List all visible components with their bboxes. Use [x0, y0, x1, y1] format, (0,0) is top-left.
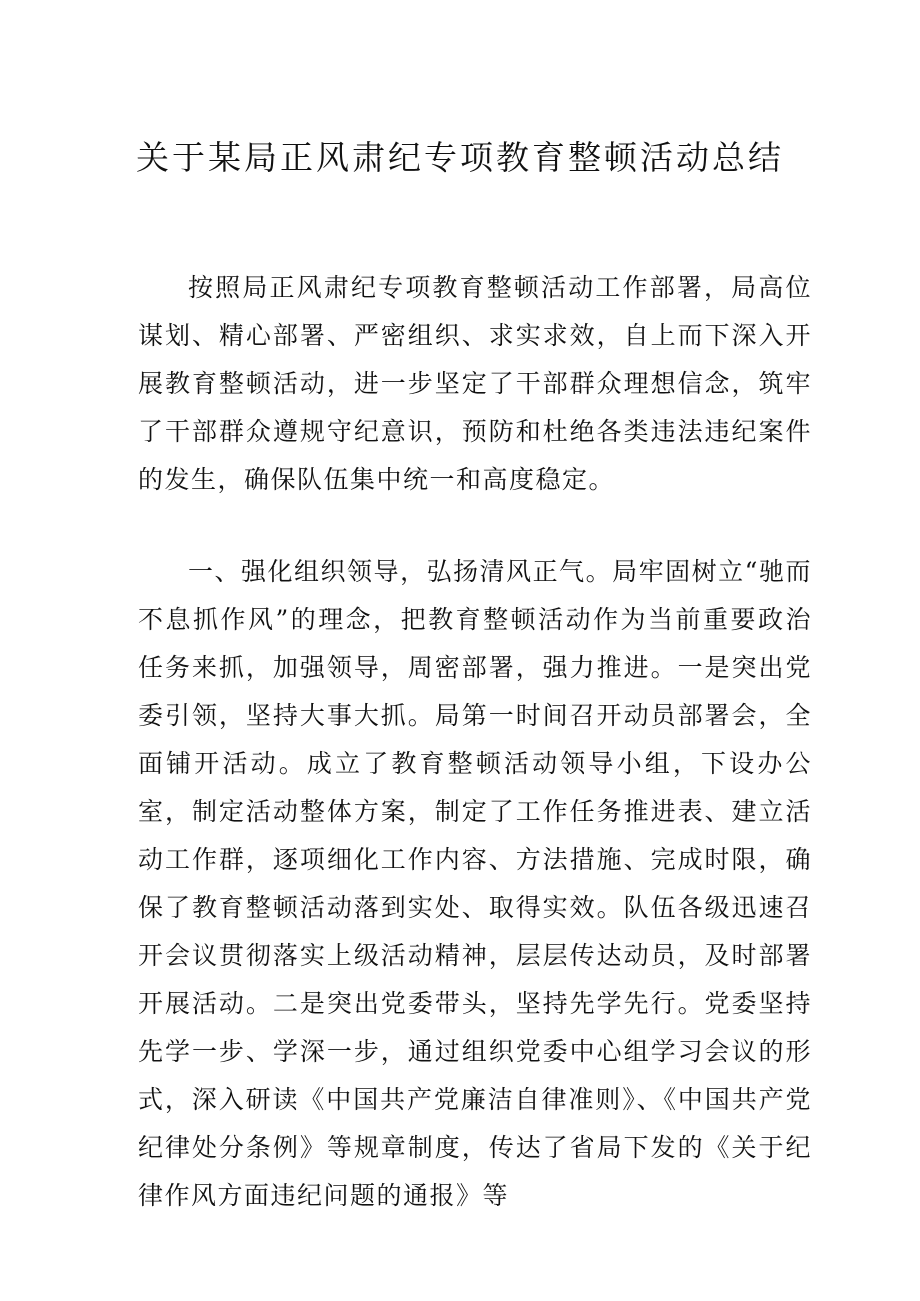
section-one-paragraph: 一、强化组织领导，弘扬清风正气。局牢固树立“驰而不息抓作风”的理念，把教育整顿活动作为当前重要政治任务来抓，加强领导，周密部署，强力推进。一是突出党委引领，坚持大事大抓。局第一时间召开动员部署会，全面铺开活动。成立了教育整顿活动领导小组，下设办公室，制定活动整体方案，制定了工作任务推进表、建立活动工作群，逐项细化工作内容、方法措施、完成时限，确保了教育整顿活动落到实处、取得实效。队伍各级迅速召开会议贯彻落实上级活动精神，层层传达动员，及时部署开展活动。二是突出党委带头，坚持先学先行。党委坚持先学一步、学深一步，通过组织党委中心组学习会议的形式，深入研读《中国共产党廉洁自律准则》、《中国共产党纪律处分条例》等规章制度，传达了省局下发的《关于纪律作风方面违纪问题的通报》等 — [138, 557, 812, 1210]
document-title: 关于某局正风肃纪专项教育整顿活动总结 — [136, 138, 784, 177]
intro-paragraph: 按照局正风肃纪专项教育整顿活动工作部署，局高位谋划、精心部署、严密组织、求实求效，自上而下深入开展教育整顿活动，进一步坚定了干部群众理想信念，筑牢了干部群众遵规守纪意识，预防和杜绝各类违法违纪案件的发生，确保队伍集中统一和高度稳定。 — [138, 273, 812, 494]
